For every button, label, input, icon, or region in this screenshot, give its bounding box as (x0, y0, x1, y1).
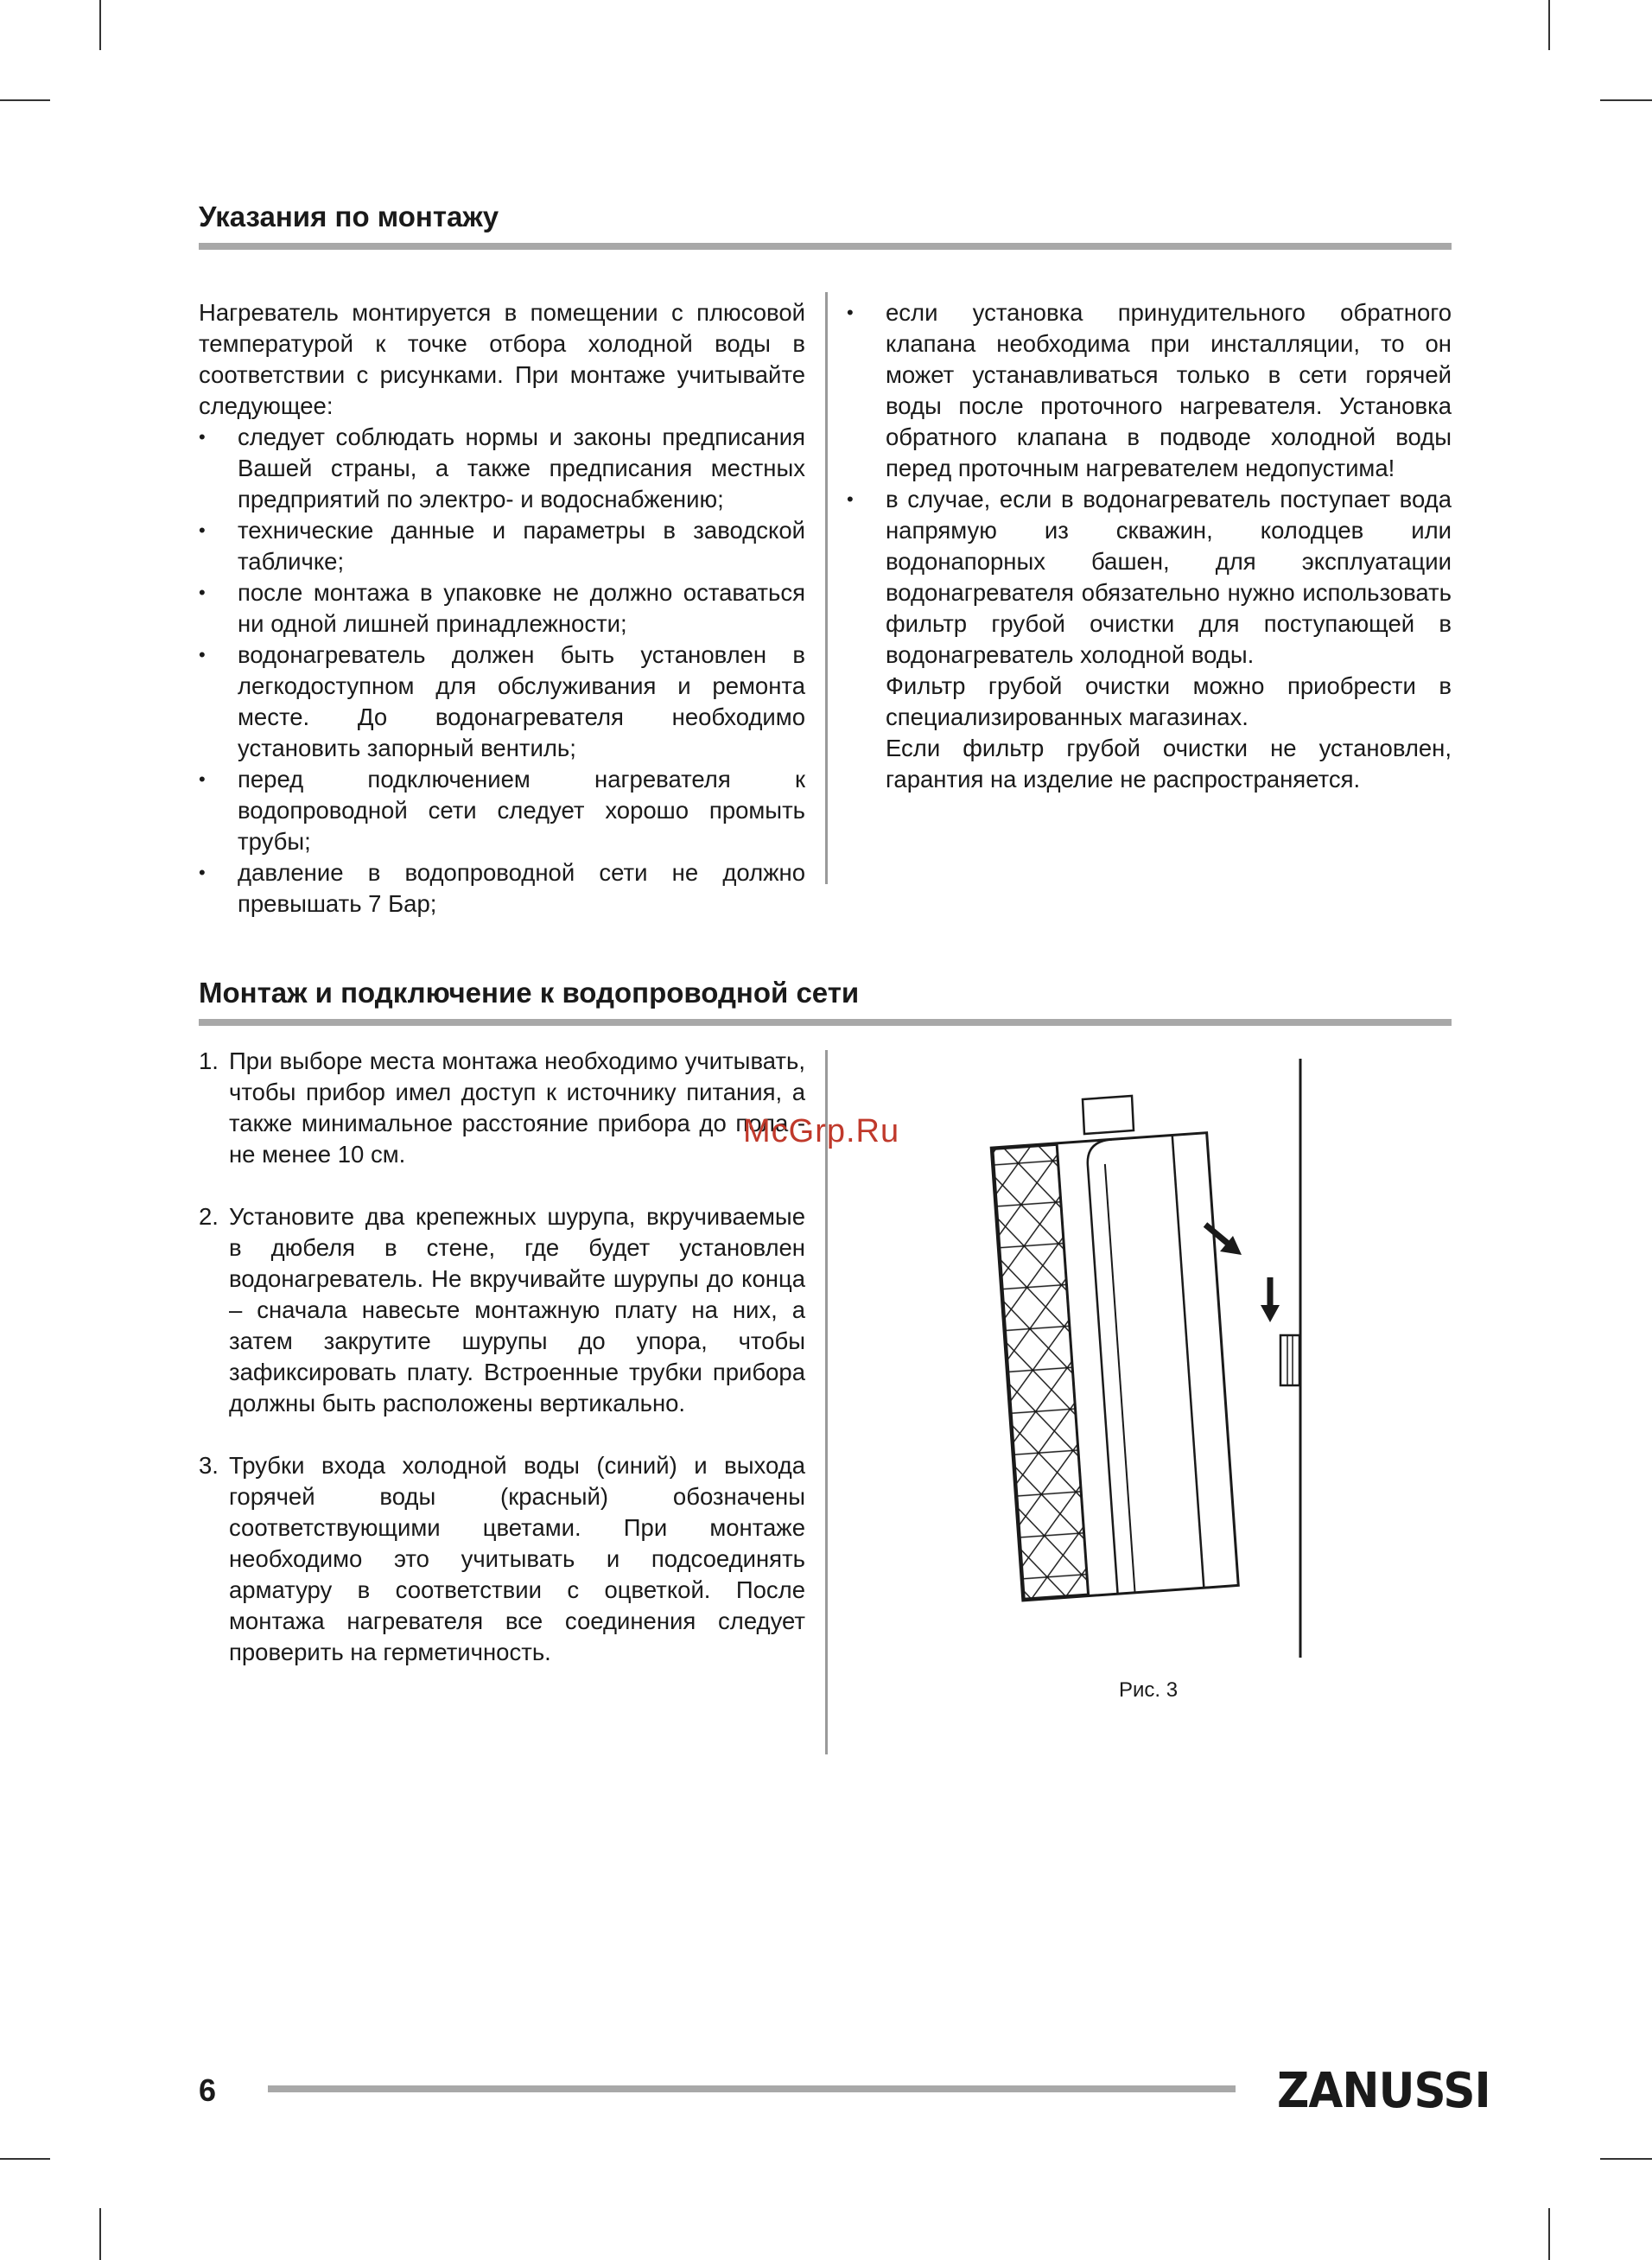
left-column (199, 297, 805, 920)
mounting-steps-column (199, 1046, 805, 1699)
step-number: 1. (199, 1047, 219, 1074)
intro-paragraph: Нагреватель монтируется в помещении с плюсовой температурой к точке отбора холодной воды в соответствии с рисунками. При монтаже учитывайте следующее: (199, 299, 805, 419)
list-item: • перед подключением нагревателя к водопроводной сети следует хорошо промыть трубы; (199, 764, 805, 857)
requirements-list-right (847, 297, 1452, 671)
list-item (199, 1046, 805, 1170)
list-item (199, 1201, 805, 1419)
list-item: • технические данные и параметры в заводской табличке; (199, 515, 805, 577)
section-rule (199, 243, 1452, 250)
brand-logo: ZANUSSI (1277, 2063, 1490, 2119)
mounting-figure (985, 1054, 1331, 1677)
list-item: • в случае, если в водонагреватель поступает вода напрямую из скважин, колодцев или водонапорных башен, для эксплуатации водонагревателя обязательно нужно использовать фильтр грубой очистки для поступающей в водонагреватель холодной воды. (847, 484, 1452, 671)
section-rule (199, 1019, 1452, 1026)
footer-rule (268, 2085, 1236, 2092)
heater-top-connector (1083, 1096, 1134, 1134)
list-item: • следует соблюдать нормы и законы предписания Вашей страны, а также предписания местных предприятий по электро- и водоснабжению; (199, 422, 805, 515)
list-item: • водонагреватель должен быть установлен в легкодоступном для обслуживания и ремонта месте. До водонагревателя необходимо установить запорный вентиль; (199, 640, 805, 764)
crop-mark (0, 2158, 50, 2160)
section-title-mounting: Монтаж и подключение к водопроводной сети (199, 977, 860, 1009)
column-divider (825, 292, 828, 884)
crop-mark (1600, 2158, 1652, 2160)
step-number: 3. (199, 1452, 219, 1479)
crop-mark (1600, 99, 1652, 101)
crop-mark (0, 99, 50, 101)
watermark: McGrp.Ru (743, 1113, 900, 1149)
list-item: • если установка принудительного обратного клапана необходима при инсталляции, то он может устанавливаться только в сети горячей воды после проточного нагревателя. Установка обратного клапана в подводе холодной воды перед проточным нагревателем недопустима! (847, 297, 1452, 484)
list-item (199, 1450, 805, 1668)
right-column (847, 297, 1452, 795)
mounting-steps (199, 1046, 805, 1668)
section-title-installation-notes: Указания по монтажу (199, 201, 499, 232)
step-text: Установите два крепежных шурупа, вкручиваемые в дюбеля в стене, где будет установлен водонагреватель. Не вкручивайте шурупы до конца – сначала навесьте монтажную плату на них, а затем закрутите шурупы до упора, чтобы зафиксировать плату. Встроенные трубки прибора должны быть расположены вертикально. (229, 1203, 805, 1416)
arrow-down-icon (1261, 1277, 1280, 1322)
warranty-note: Если фильтр грубой очистки не установлен, гарантия на изделие не распространяется. (886, 735, 1452, 793)
requirements-list-left (199, 422, 805, 920)
filter-note: Фильтр грубой очистки можно приобрести в специализированных магазинах. (886, 672, 1452, 730)
list-item: • давление в водопроводной сети не должно превышать 7 Бар; (199, 857, 805, 920)
step-text: При выборе места монтажа необходимо учитывать, чтобы прибор имел доступ к источнику питания, а также минимальное расстояние прибора до пола - не менее 10 см. (229, 1047, 805, 1168)
step-number: 2. (199, 1203, 219, 1230)
list-item: • после монтажа в упаковке не должно оставаться ни одной лишней принадлежности; (199, 577, 805, 640)
page-number: 6 (199, 2072, 217, 2108)
crop-mark (99, 0, 101, 50)
step-text: Трубки входа холодной воды (синий) и выхода горячей воды (красный) обозначены соответствующими цветами. При монтаже необходимо это учитывать и подсоединять арматуру в соответствии с оцветкой. После монтажа нагревателя все соединения следует проверить на герметичность. (229, 1452, 805, 1665)
crop-mark (1548, 0, 1550, 50)
figure-caption: Рис. 3 (1119, 1678, 1179, 1702)
mounting-bracket (1280, 1335, 1299, 1385)
crop-mark (99, 2208, 101, 2260)
crop-mark (1548, 2208, 1550, 2260)
column-divider (825, 1050, 828, 1754)
